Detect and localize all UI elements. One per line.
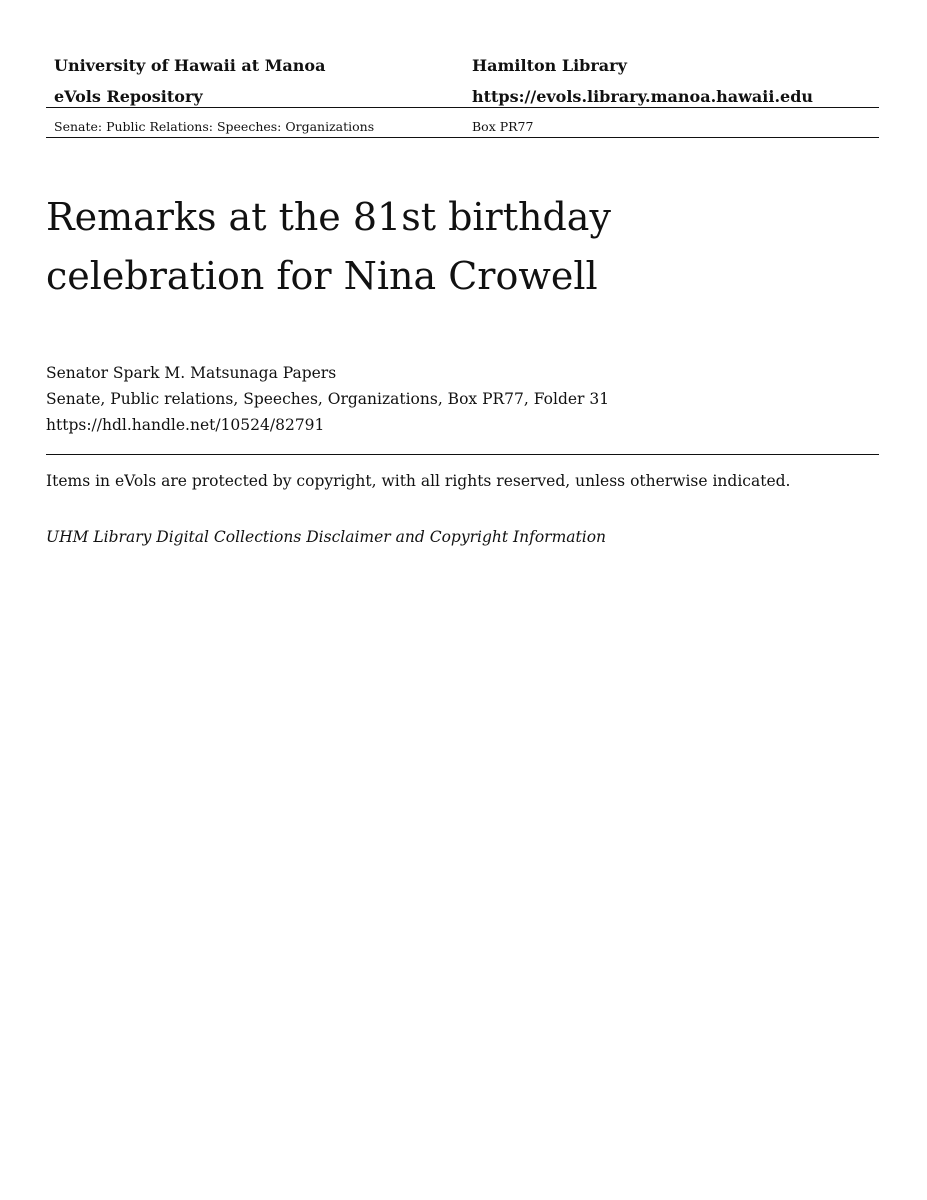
box-label: Box PR77 (472, 119, 534, 134)
document-metadata (46, 360, 879, 438)
repository-name: eVols Repository (54, 87, 203, 106)
title-line-1: Remarks at the 81st birthday (46, 195, 611, 239)
document-page (46, 0, 879, 1200)
title-line-2: celebration for Nina Crowell (46, 254, 598, 298)
repository-url[interactable]: https://evols.library.manoa.hawaii.edu (472, 87, 814, 106)
library-name: Hamilton Library (472, 56, 627, 75)
collection-path: Senate: Public Relations: Speeches: Organizations (54, 119, 375, 134)
institution-name: University of Hawaii at Manoa (54, 56, 326, 75)
folder-location: Senate, Public relations, Speeches, Organizations, Box PR77, Folder 31 (46, 390, 610, 408)
document-title (46, 188, 746, 306)
header-row-2 (46, 85, 879, 116)
disclaimer-link[interactable]: UHM Library Digital Collections Disclaimer and Copyright Information (46, 528, 607, 546)
header-divider-bottom (46, 137, 879, 138)
papers-collection: Senator Spark M. Matsunaga Papers (46, 364, 337, 382)
copyright-notice: Items in eVols are protected by copyright, with all rights reserved, unless otherwise indicated. (46, 472, 791, 490)
header-divider-top (46, 107, 879, 108)
metadata-divider (46, 454, 879, 455)
handle-link[interactable]: https://hdl.handle.net/10524/82791 (46, 416, 325, 434)
header-row-1 (46, 54, 879, 85)
header-subrow (46, 117, 879, 137)
